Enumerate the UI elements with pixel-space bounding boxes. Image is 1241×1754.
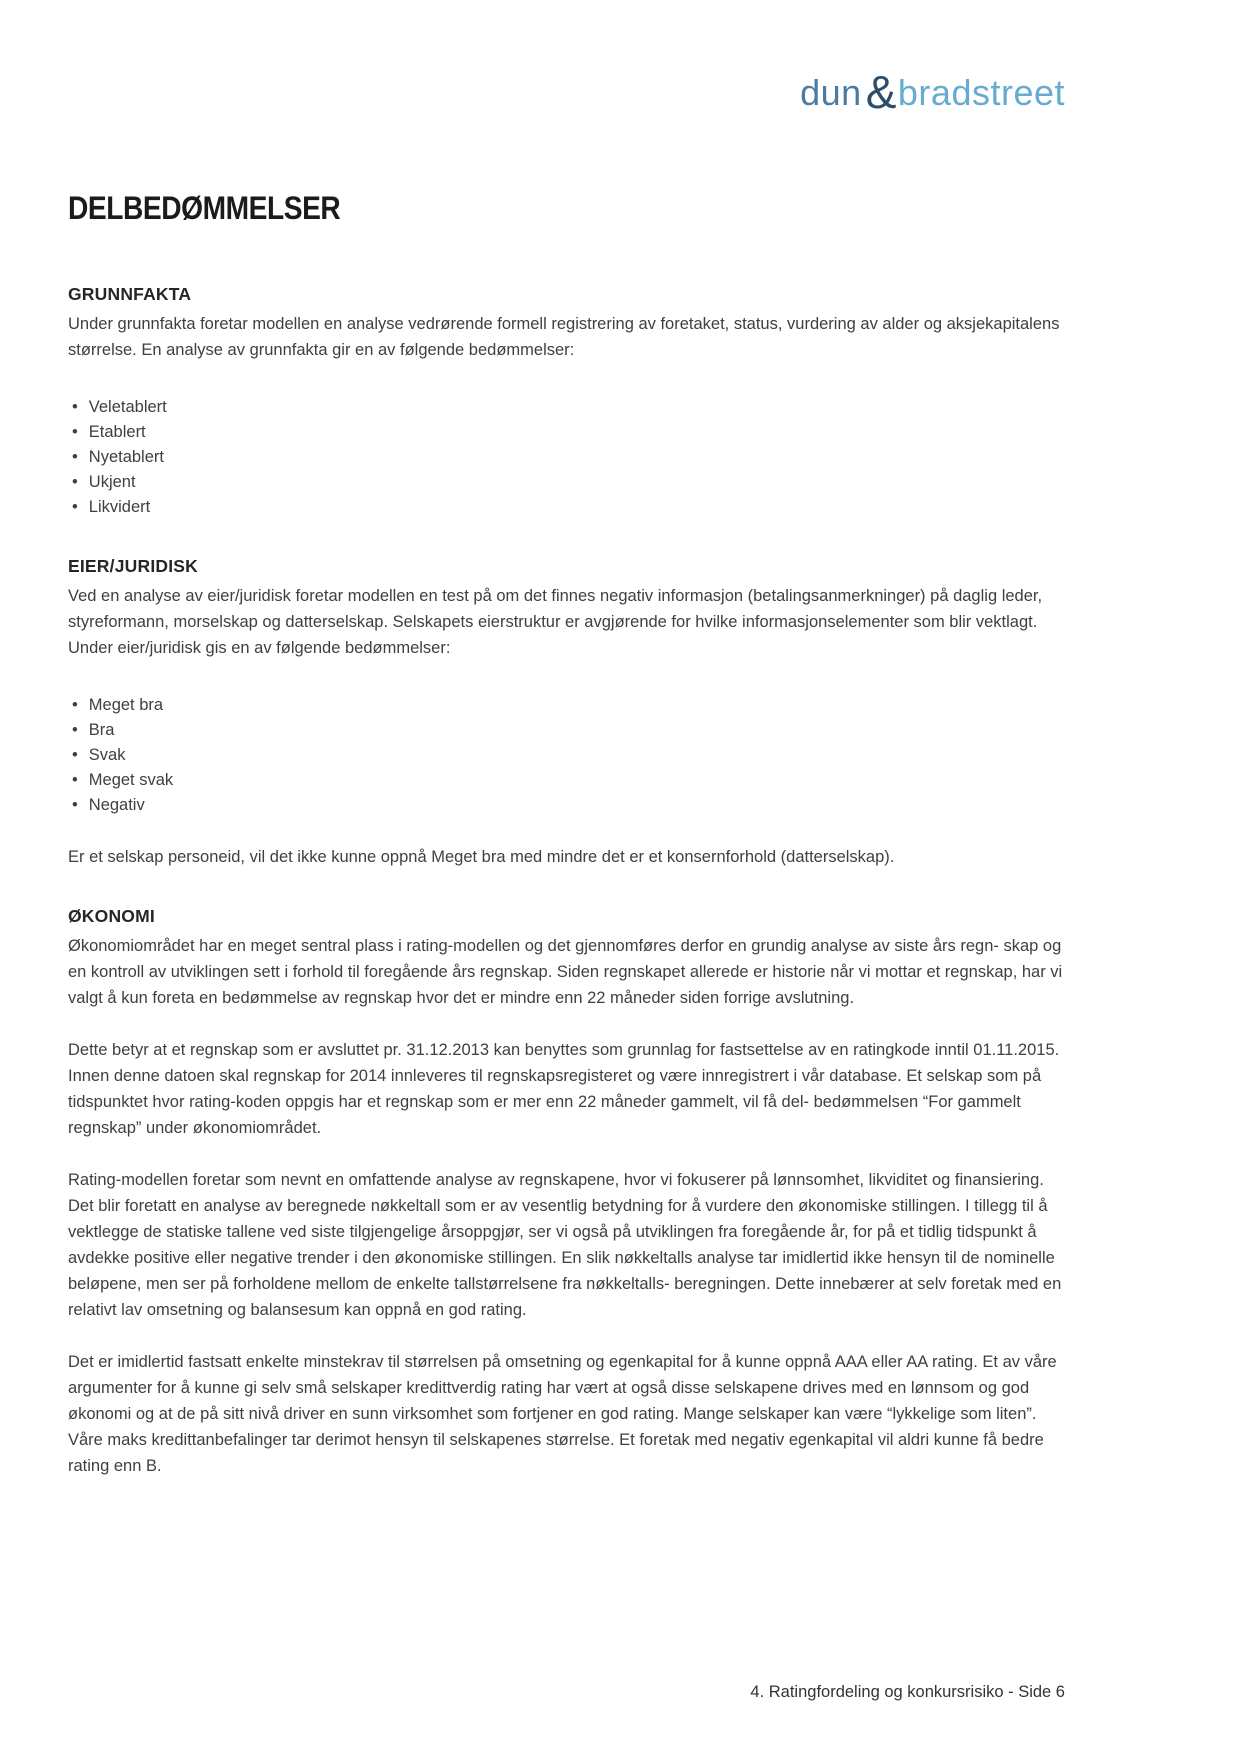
- section-okonomi: [68, 906, 1065, 1479]
- page-footer: 4. Ratingfordeling og konkursrisiko - Side 6: [750, 1683, 1065, 1701]
- eier-juridisk-outro-paragraph: Er et selskap personeid, vil det ikke kunne oppnå Meget bra med mindre det er et konsernforhold (datterselskap).: [68, 848, 895, 867]
- list-item: • Negativ: [72, 793, 1065, 818]
- list-item: • Etablert: [72, 420, 1065, 445]
- logo-dun-text: dun: [800, 72, 862, 113]
- eier-juridisk-heading: EIER/JURIDISK: [68, 556, 198, 577]
- list-item: • Likvidert: [72, 495, 1065, 520]
- section-grunnfakta: [68, 284, 1065, 520]
- header: [68, 66, 1065, 118]
- list-item: • Bra: [72, 718, 1065, 743]
- grunnfakta-bullet-list: [68, 389, 1065, 520]
- list-item: • Meget bra: [72, 693, 1065, 718]
- grunnfakta-intro-paragraph: Under grunnfakta foretar modellen en analyse vedrørende formell registrering av foretaket, status, vurdering av alder og aksjekapitalens størrelse. En analyse av grunnfakta gir en av følgende bedømmelser:: [68, 315, 1060, 360]
- list-item: • Nyetablert: [72, 445, 1065, 470]
- list-item: • Meget svak: [72, 768, 1065, 793]
- okonomi-paragraph-4: Det er imidlertid fastsatt enkelte minstekrav til størrelsen på omsetning og egenkapital for å kunne oppnå AAA eller AA rating. Et av våre argumenter for å kunne gi selv små selskaper kredittverdig rating har vært at også disse selskapene drives med en lønnsom og god økonomi og at de på sitt nivå driver en sunn virksomhet som fortjener en god rating. Mange selskaper kan være “lykkelige som liten”. Våre maks kredittanbefalinger tar derimot hensyn til selskapenes størrelse. Et foretak med negativ egenkapital vil aldri kunne få bedre rating enn B.: [68, 1353, 1057, 1476]
- okonomi-paragraph-2: Dette betyr at et regnskap som er avsluttet pr. 31.12.2013 kan benyttes som grunnlag for fastsettelse av en ratingkode inntil 01.11.2015. Innen denne datoen skal regnskap for 2014 innleveres til regnskapsregisteret og være innregistrert i vår database. Et selskap som på tidspunktet hvor rating-koden oppgis har et regnskap som er mer enn 22 måneder gammelt, vil få del- bedømmelsen “For gammelt regnskap” under økonomiområdet.: [68, 1041, 1060, 1138]
- okonomi-heading: ØKONOMI: [68, 906, 155, 927]
- grunnfakta-heading: GRUNNFAKTA: [68, 284, 192, 305]
- okonomi-paragraph-3: Rating-modellen foretar som nevnt en omfattende analyse av regnskapene, hvor vi fokuserer på lønnsomhet, likviditet og finansiering. Det blir foretatt en analyse av beregnede nøkkeltall som er av vesentlig betydning for å vurdere den økonomiske stillingen. I tillegg til å vektlegge de statiske tallene ved siste tilgjengelige årsoppgjør, ser vi også på utviklingen fra foregående år, for på et tidlig tidspunkt å avdekke positive eller negative trender i den økonomiske stillingen. En slik nøkkeltalls analyse tar imidlertid ikke hensyn til de nominelle beløpene, men ser på forholdene mellom de enkelte tallstørrelsene fra nøkkeltalls- beregningen. Dette innebærer at selv foretak med en relativt lav omsetning og balansesum kan oppnå en god rating.: [68, 1171, 1062, 1320]
- page-title: DELBEDØMMELSER: [68, 190, 341, 226]
- list-item: • Ukjent: [72, 470, 1065, 495]
- okonomi-paragraph-1: Økonomiområdet har en meget sentral plass i rating-modellen og det gjennomføres derfor en grundig analyse av siste års regn- skap og en kontroll av utviklingen sett i forhold til foregående års regnskap. Siden regnskapet allerede er historie når vi mottar et regnskap, har vi valgt å kun foreta en bedømmelse av regnskap hvor det er mindre enn 22 måneder siden forrige avslutning.: [68, 937, 1063, 1008]
- dun-bradstreet-logo: [800, 66, 1065, 118]
- logo-bradstreet-text: bradstreet: [897, 72, 1065, 113]
- eier-juridisk-intro-paragraph: Ved en analyse av eier/juridisk foretar modellen en test på om det finnes negativ informasjon (betalingsanmerkninger) på daglig leder, styreformann, morselskap og datterselskap. Selskapets eierstruktur er avgjørende for hvilke informasjonselementer som blir vektlagt. Under eier/juridisk gis en av følgende bedømmelser:: [68, 587, 1043, 658]
- eier-juridisk-bullet-list: [68, 687, 1065, 818]
- list-item: • Veletablert: [72, 395, 1065, 420]
- list-item: • Svak: [72, 743, 1065, 768]
- logo-ampersand-icon: &: [865, 66, 897, 118]
- section-eier-juridisk: [68, 556, 1065, 870]
